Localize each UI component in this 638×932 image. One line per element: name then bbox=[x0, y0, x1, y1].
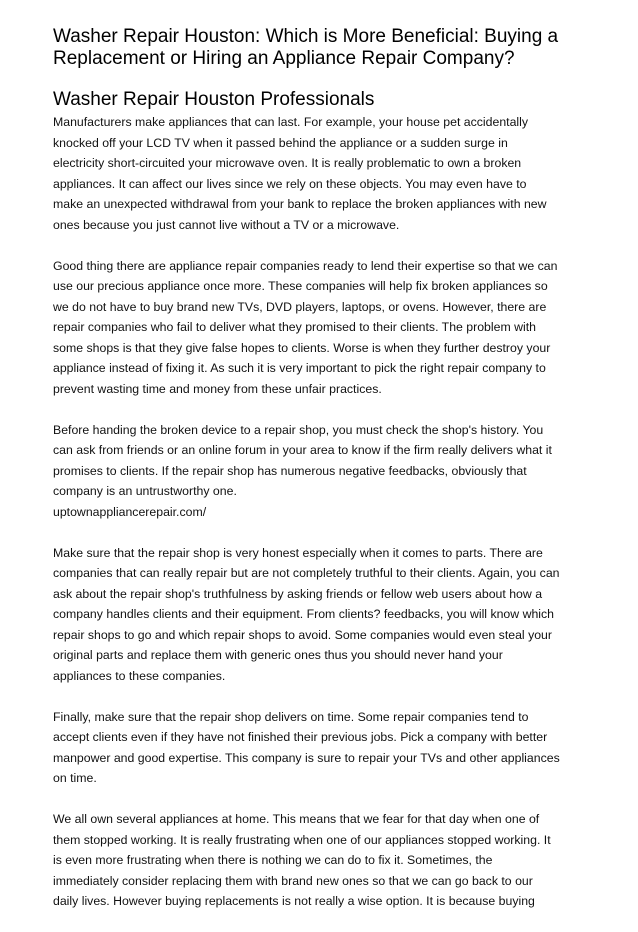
document-page bbox=[53, 26, 593, 932]
text-line: electricity short-circuited your microwave oven. It is really problematic to own a broken bbox=[53, 156, 522, 170]
text-line: ones because you just cannot live without a TV or a microwave. bbox=[53, 217, 400, 232]
text-line: repair companies who fail to deliver what they promised to their clients. The problem with bbox=[53, 320, 536, 334]
url-text: uptownappliancerepair.com/ bbox=[53, 504, 207, 519]
text-line: them stopped working. It is really frustrating when one of our appliances stopped working. It bbox=[53, 832, 551, 847]
paragraph bbox=[53, 420, 593, 523]
text-line: We all own several appliances at home. This means that we fear for that day when one of bbox=[53, 812, 540, 826]
text-line: company handles clients and their equipment. From clients? feedbacks, you will know which bbox=[53, 607, 555, 621]
paragraph bbox=[53, 256, 593, 400]
text-line: some shops is that they give false hopes to clients. Worse is when they further destroy your bbox=[53, 340, 551, 355]
section-heading: Washer Repair Houston Professionals bbox=[53, 89, 375, 110]
text-line: Good thing there are appliance repair companies ready to lend their expertise so that we can bbox=[53, 258, 558, 273]
text-line: Make sure that the repair shop is very honest especially when it comes to parts. There are bbox=[53, 545, 543, 560]
text-line: appliance instead of fixing it. As such it is very important to pick the right repair company to bbox=[53, 361, 546, 375]
text-line: appliances to these companies. bbox=[53, 668, 226, 683]
text-line: repair shops to go and which repair shops to avoid. Some companies would even steal your bbox=[53, 627, 552, 642]
text-line: immediately consider replacing them with brand new ones so that we can go back to our bbox=[53, 873, 533, 888]
document-title bbox=[53, 26, 593, 70]
text-line: Manufacturers make appliances that can last. For example, your house pet accidentally bbox=[53, 115, 529, 129]
title-line: Replacement or Hiring an Appliance Repair Company? bbox=[53, 48, 515, 69]
text-line: manpower and good expertise. This company is sure to repair your TVs and other appliances bbox=[53, 750, 560, 765]
text-line: companies that can really repair but are not completely truthful to their clients. Again, you can bbox=[53, 566, 560, 580]
text-line: on time. bbox=[53, 771, 97, 785]
text-line: promises to clients. If the repair shop has numerous negative feedbacks, obviously that bbox=[53, 463, 527, 478]
paragraph bbox=[53, 112, 593, 235]
text-line: is even more frustrating when there is nothing we can do to fix it. Sometimes, the bbox=[53, 853, 493, 867]
text-line: company is an untrustworthy one. bbox=[53, 484, 237, 498]
text-line: can ask from friends or an online forum in your area to know if the firm really delivers what it bbox=[53, 443, 552, 457]
text-line: appliances. It can affect our lives since we rely on these objects. You may even have to bbox=[53, 176, 527, 191]
text-line: we do not have to buy brand new TVs, DVD players, laptops, or ovens. However, there are bbox=[53, 299, 547, 314]
text-line: knocked off your LCD TV when it passed behind the appliance or a sudden surge in bbox=[53, 135, 508, 150]
text-line: original parts and replace them with generic ones thus you should never hand your bbox=[53, 648, 503, 662]
text-line: prevent wasting time and money from these unfair practices. bbox=[53, 381, 382, 396]
paragraph bbox=[53, 707, 593, 789]
text-line: use our precious appliance once more. These companies will help fix broken appliances so bbox=[53, 279, 548, 293]
text-line: ask about the repair shop's truthfulness by asking friends or fellow web users about how a bbox=[53, 586, 543, 601]
text-line: Finally, make sure that the repair shop delivers on time. Some repair companies tend to bbox=[53, 709, 529, 724]
text-line: make an unexpected withdrawal from your bank to replace the broken appliances with new bbox=[53, 197, 547, 211]
paragraph bbox=[53, 809, 593, 912]
title-line: Washer Repair Houston: Which is More Beneficial: Buying a bbox=[53, 26, 559, 47]
text-line: accept clients even if they have not finished their previous jobs. Pick a company with better bbox=[53, 730, 548, 744]
text-line: Before handing the broken device to a repair shop, you must check the shop's history. You bbox=[53, 422, 544, 437]
paragraph bbox=[53, 543, 593, 687]
text-line: daily lives. However buying replacements is not really a wise option. It is because buying bbox=[53, 894, 535, 908]
